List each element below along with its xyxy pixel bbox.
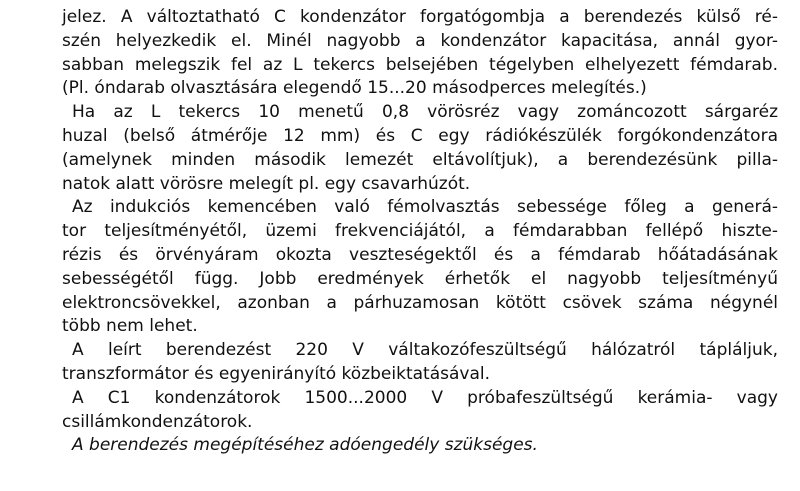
text-line: rézis és örvényáram okozta veszteségektől és a fémdarab hőátadásának xyxy=(62,244,778,265)
text-line: transzformátor és egyenirányító közbeiktatásával. xyxy=(62,363,490,384)
paragraph-6-note xyxy=(62,434,778,458)
text-line: A leírt berendezést 220 V váltakozófeszültségű hálózatról tápláljuk, xyxy=(72,340,778,361)
text-line: szén helyezkedik el. Minél nagyobb a kondenzátor kapacitása, annál gyor- xyxy=(62,30,778,51)
paragraph-4 xyxy=(62,339,778,387)
text-line: Az indukciós kemencében való fémolvasztás sebessége főleg a generá- xyxy=(72,197,778,218)
text-line: natok alatt vörösre melegít pl. egy csavarhúzót. xyxy=(62,173,471,194)
paragraph-1 xyxy=(62,6,778,101)
text-line: A C1 kondenzátorok 1500...2000 V próbafeszültségű kerámia- vagy xyxy=(72,387,778,408)
text-line: huzal (belső átmérője 12 mm) és C egy rádiókészülék forgókondenzátora xyxy=(62,125,778,146)
text-line: jelez. A változtatható C kondenzátor forgatógombja a berendezés külső ré- xyxy=(62,7,778,27)
text-line: tor teljesítményétől, üzemi frekvenciájától, a fémdarabban fellépő hiszte- xyxy=(62,221,778,242)
text-line: elektroncsövekkel, azonban a párhuzamosan kötött csövek száma négynél xyxy=(62,292,778,313)
text-line: több nem lehet. xyxy=(62,316,198,337)
text-line: A berendezés megépítéséhez adóengedély szükséges. xyxy=(72,435,538,456)
text-line: csillámkondenzátorok. xyxy=(62,411,253,432)
text-line: (Pl. óndarab olvasztására elegendő 15...20 másodperces melegítés.) xyxy=(62,78,647,99)
body-text xyxy=(62,6,778,458)
paragraph-3 xyxy=(62,196,778,339)
paragraph-2 xyxy=(62,101,778,196)
text-line: Ha az L tekercs 10 menetű 0,8 vörösréz vagy zománcozott sárgaréz xyxy=(72,102,778,123)
text-line: (amelynek minden második lemezét eltávolítjuk), a berendezésünk pilla- xyxy=(62,149,778,170)
text-line: sabban melegszik fel az L tekercs belsejében tégelyben elhelyezett fémdarab. xyxy=(62,54,778,75)
text-line: sebességétől függ. Jobb eredmények érhetők el nagyobb teljesítményű xyxy=(62,268,778,289)
paragraph-5 xyxy=(62,387,778,435)
